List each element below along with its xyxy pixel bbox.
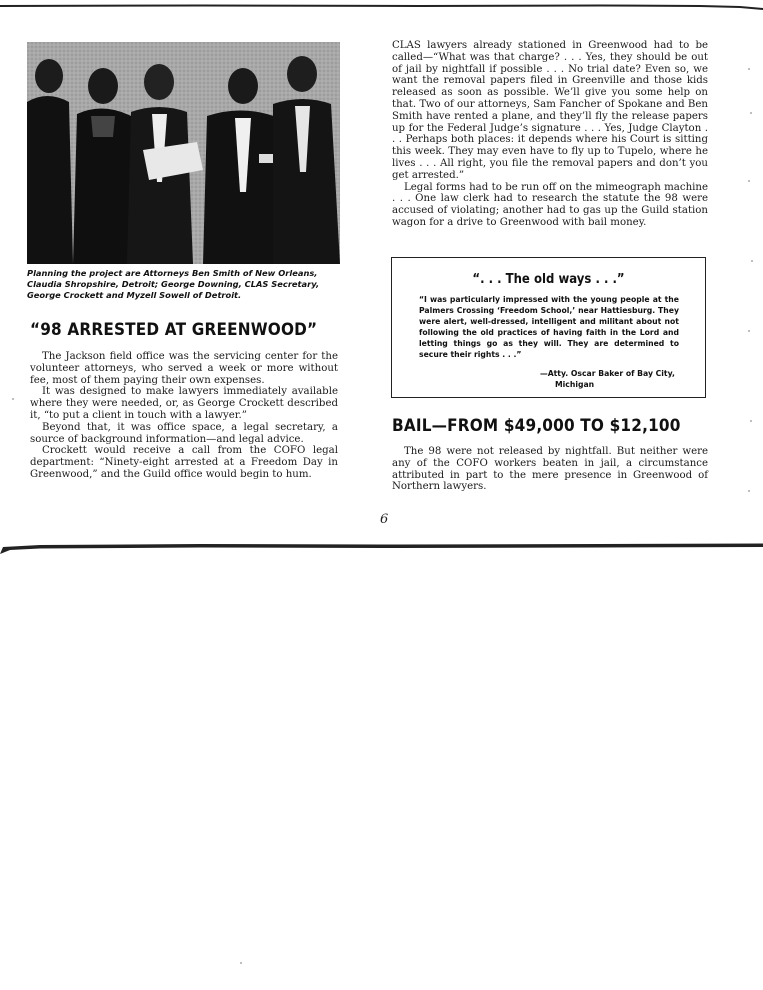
margin-speck xyxy=(750,420,752,422)
margin-speck xyxy=(748,330,750,332)
paragraph: CLAS lawyers already stationed in Greenwood had to be called—“What was that charge? . . . Yes, they should be out of jail by nightfall if possible . . . No trial date? Even so, we want the removal papers filed in Greenville and those kids released as soon as possible. We’ll give you some help on that. Two of our attorneys, Sam Fancher of Spokane and Ben Smith have rented a plane, and they’ll fly the release papers up for the Federal Judge’s signature . . . Yes, Judge Clayton . . . Perhaps both places: it depends where his Court is sitting this week. They may even have to fly up to Tupelo, where he lives . . . All right, you file the removal papers and don’t you get arrested.” xyxy=(392,40,708,181)
photo-caption: Planning the project are Attorneys Ben Smith of New Orleans, Claudia Shropshire, Detroit; George Downing, CLAS Secretary, George Crockett and Myzell Sowell of Detroit. xyxy=(27,268,320,300)
attribution-line-1: —Atty. Oscar Baker of Bay City, xyxy=(540,369,675,378)
margin-speck xyxy=(748,68,750,70)
quote-body: “I was particularly impressed with the young people at the Palmers Crossing ‘Freedom School,’ near Hattiesburg. They were alert, well-dressed, intelligent and militant about not following the old practices of having faith in the Lord and letting things go as they will. They are determined to secure their rights . . .” xyxy=(419,295,679,360)
greenwood-article xyxy=(30,351,338,481)
group-photo xyxy=(27,42,340,264)
photo-image xyxy=(27,42,340,264)
quote-attribution xyxy=(540,368,680,390)
paragraph: It was designed to make lawyers immediately available where they were needed, or, as George Crockett described it, “to put a client in touch with a lawyer.” xyxy=(30,386,338,421)
page-number: 6 xyxy=(380,512,389,527)
attribution-line-2: Michigan xyxy=(555,380,595,389)
greenwood-heading: “98 ARRESTED AT GREENWOOD” xyxy=(30,320,318,340)
paragraph: The Jackson field office was the servicing center for the volunteer attorneys, who served a week or more without fee, most of them paying their own expenses. xyxy=(30,351,338,386)
paragraph: The 98 were not released by nightfall. But neither were any of the COFO workers beaten in jail, a circumstance attributed in part to the mere presence in Greenwood of Northern lawyers. xyxy=(392,446,708,493)
margin-speck xyxy=(12,398,14,400)
bottom-border-rule xyxy=(0,540,763,554)
margin-speck xyxy=(240,962,242,964)
margin-speck xyxy=(748,180,750,182)
bail-article xyxy=(392,446,708,493)
paragraph: Crockett would receive a call from the COFO legal department: “Ninety-eight arrested at a Freedom Day in Greenwood,” and the Guild office would begin to hum. xyxy=(30,445,338,480)
quote-box xyxy=(391,257,706,398)
paragraph: Legal forms had to be run off on the mimeograph machine . . . One law clerk had to research the statute the 98 were accused of violating; another had to gas up the Guild station wagon for a drive to Greenwood with bail money. xyxy=(392,181,708,228)
margin-speck xyxy=(748,490,750,492)
margin-speck xyxy=(750,112,752,114)
bail-heading: BAIL—FROM $49,000 TO $12,100 xyxy=(392,416,681,436)
quote-title: “. . . The old ways . . .” xyxy=(472,272,625,287)
margin-speck xyxy=(751,260,753,262)
paragraph: Beyond that, it was office space, a legal secretary, a source of background information—and legal advice. xyxy=(30,421,338,445)
top-border-rule xyxy=(0,2,763,10)
right-column-article xyxy=(392,40,708,229)
